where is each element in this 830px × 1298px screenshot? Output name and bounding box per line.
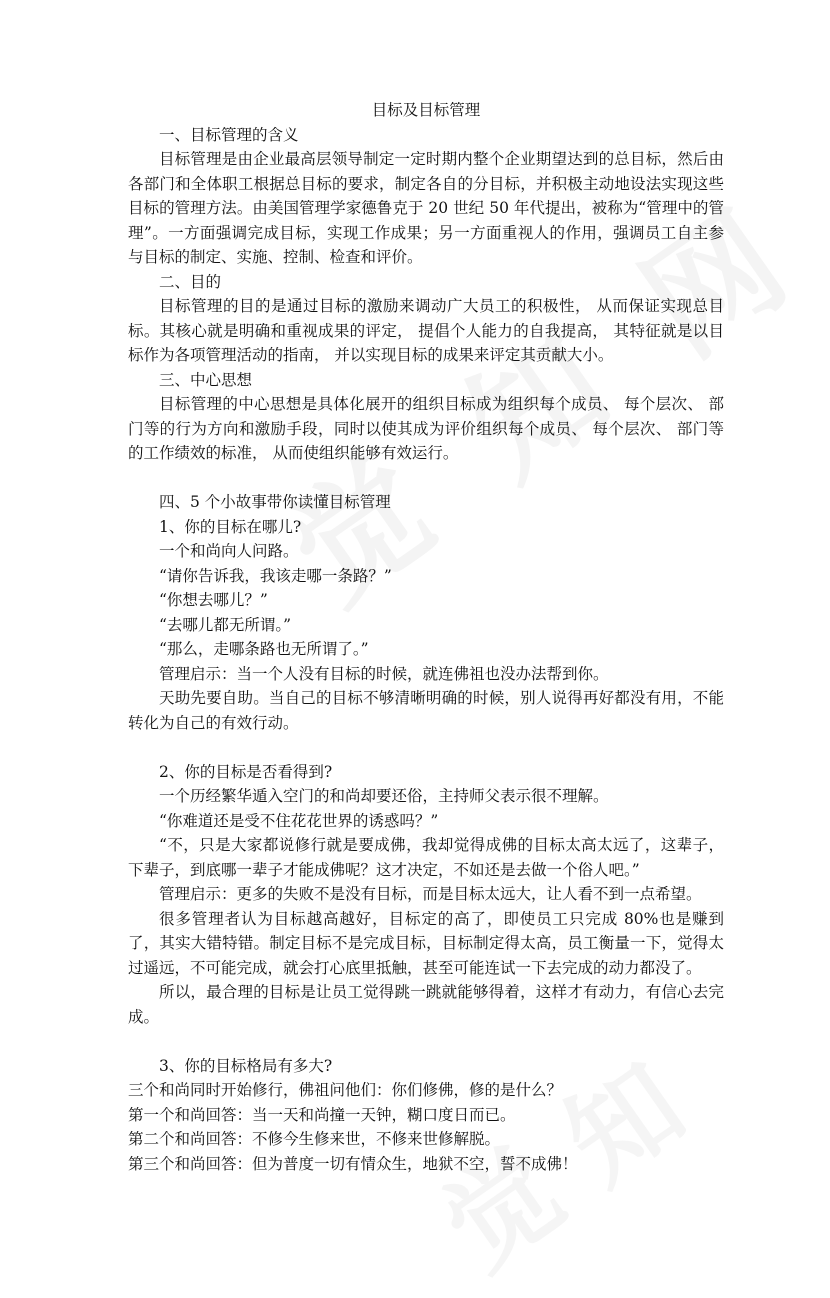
paragraph: 目标管理的目的是通过目标的激励来调动广大员工的积极性， 从而保证实现总目标。其核心就是明确和重视成果的评定， 提倡个人能力的自我提高， 其特征就是以目标作为各项管理活动的指南， 并以实现目标的成果来评定其贡献大小。 [128, 297, 724, 364]
spacer [128, 735, 724, 760]
document-page [128, 98, 724, 1176]
story-line: 很多管理者认为目标越高越好，目标定的高了，即使员工只完成 80%也是赚到了，其实大错特错。制定目标不是完成目标，目标制定得太高，员工衡量一下，觉得太过遥远，不可能完成，就会打心底里抵触，甚至可能连试一下去完成的动力都没了。 [128, 909, 724, 977]
story-heading: 1、你的目标在哪儿? [159, 517, 302, 536]
story-line: 天助先要自助。当自己的目标不够清晰明确的时候，别人说得再好都没有用，不能转化为自己的有效行动。 [128, 689, 724, 732]
section-heading: 四、5 个小故事带你读懂目标管理 [159, 493, 391, 511]
story-line: 一个和尚向人问路。 [159, 542, 299, 560]
story-line: 三个和尚同时开始修行，佛祖问他们：你们修佛，修的是什么？ [128, 1081, 563, 1099]
story-line: 管理启示：当一个人没有目标的时候，就连佛祖也没办法帮到你。 [159, 664, 609, 683]
story-line: “去哪儿都无所谓。” [159, 615, 292, 634]
story-line: “你想去哪儿？” [159, 591, 268, 609]
section-heading: 三、中心思想 [159, 370, 253, 389]
spacer [128, 1029, 724, 1054]
story-line: 管理启示：更多的失败不是没有目标，而是目标太远大，让人看不到一点希望。 [159, 885, 702, 903]
story-line: 第二个和尚回答：不修今生修来世，不修来世修解脱。 [128, 1130, 501, 1148]
paragraph: 目标管理的中心思想是具体化展开的组织目标成为组织每个成员、 每个层次、 部门等的行为方向和激励手段，同时以使其成为评价组织每个成员、 每个层次、 部门等的工作绩效的标准， 从而使组织能够有效运行。 [128, 395, 724, 462]
section-heading: 一、目标管理的含义 [159, 125, 299, 144]
story-line: “不，只是大家都说修行就是要成佛，我却觉得成佛的目标太高太远了，这辈子，下辈子，到底哪一辈子才能成佛呢？这才决定，不如还是去做一个俗人吧。” [128, 836, 724, 879]
paragraph: 目标管理是由企业最高层领导制定一定时期内整个企业期望达到的总目标，然后由各部门和全体职工根据总目标的要求，制定各自的分目标，并积极主动地设法实现这些目标的管理方法。由美国管理学家德鲁克于 20 世纪 50 年代提出，被称为“管理中的管理”。一方面强调完成目标，实现工作成果；另一方面重视人的作用，强调员工自主参与目标的制定、实施、控制、检查和评价。 [128, 150, 724, 266]
section-heading: 二、目的 [159, 272, 222, 291]
story-line: “你难道还是受不住花花世界的诱惑吗？” [159, 811, 439, 830]
document-title: 目标及目标管理 [371, 101, 481, 119]
story-heading: 2、你的目标是否看得到? [159, 762, 333, 781]
story-heading: 3、你的目标格局有多大? [159, 1056, 333, 1075]
spacer [128, 466, 724, 491]
story-line: 所以，最合理的目标是让员工觉得跳一跳就能够得着，这样才有动力，有信心去完成。 [128, 983, 724, 1026]
story-line: 一个历经繁华遁入空门的和尚却要还俗，主持师父表示很不理解。 [159, 787, 609, 805]
story-line: “请你告诉我，我该走哪一条路？” [159, 566, 392, 585]
story-line: 第一个和尚回答：当一天和尚撞一天钟，糊口度日而已。 [128, 1105, 516, 1124]
story-line: 第三个和尚回答：但为普度一切有情众生，地狱不空，誓不成佛！ [128, 1154, 578, 1173]
story-line: “那么，走哪条路也无所谓了。” [159, 640, 369, 658]
